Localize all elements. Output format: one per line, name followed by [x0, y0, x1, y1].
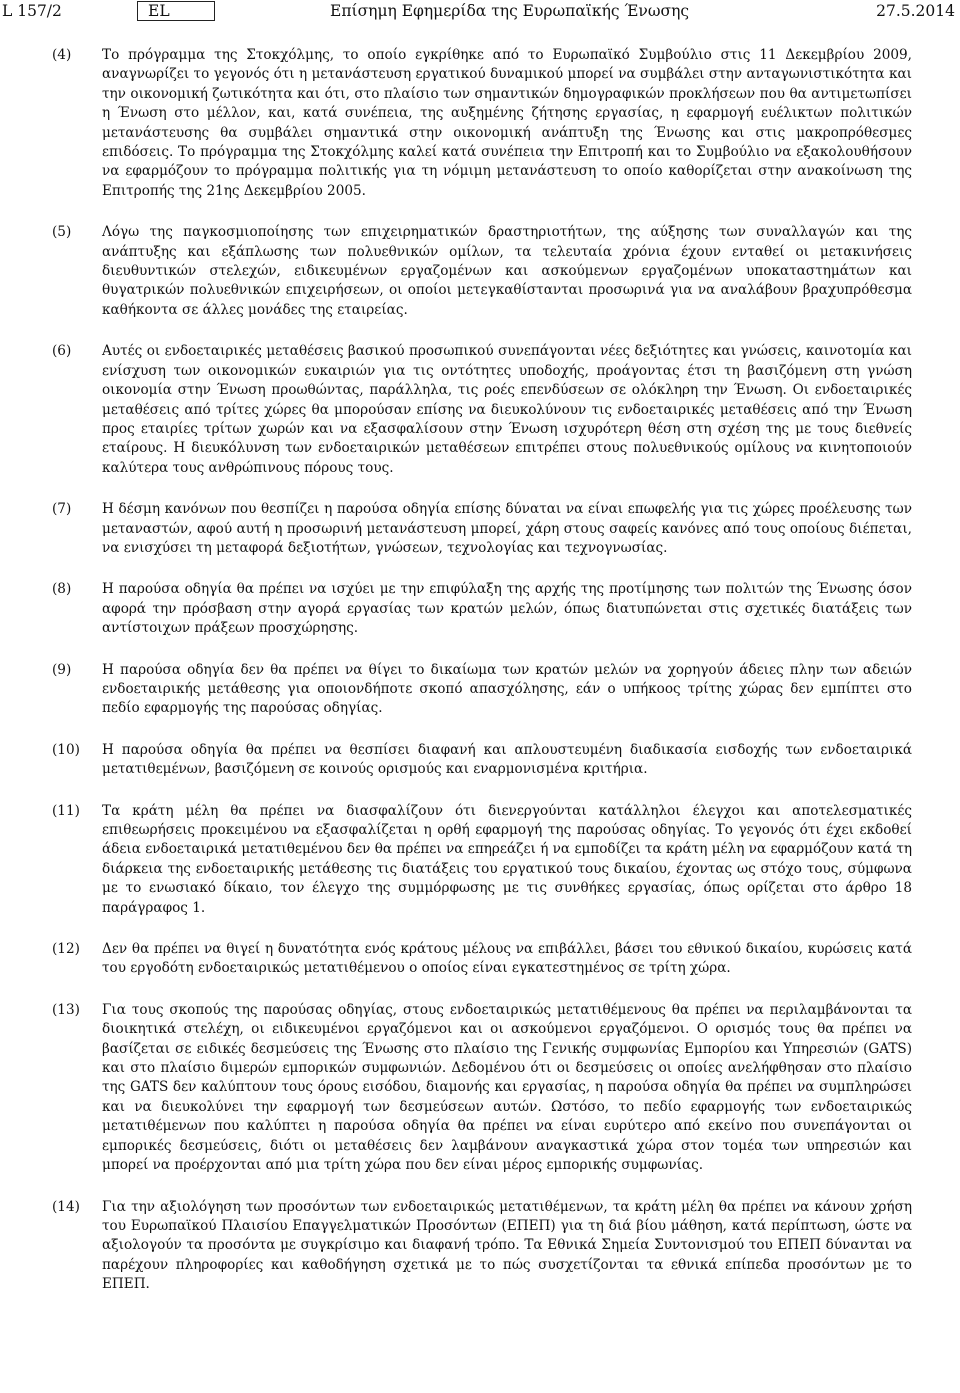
recital-4: [0, 46, 960, 201]
recital-11: [0, 802, 960, 918]
recital-7: [0, 500, 960, 558]
recital-text: Η παρούσα οδηγία δεν θα πρέπει να θίγει το δικαίωμα των κρατών μελών να χορηγούν άδειες πλην των αδειών ενδοεταιρικής μετάθεσης για οποιονδήποτε σκοπό απασχόλησης, εάν ο υπήκοος τρίτης χώρας δεν εμπίπτει στο πεδίο εφαρμογής της παρούσας οδηγίας.: [102, 661, 912, 717]
recital-10: [0, 741, 960, 780]
recital-text: Το πρόγραμμα της Στοκχόλμης, το οποίο εγκρίθηκε από το Ευρωπαϊκό Συμβούλιο στις 11 Δεκεμβρίου 2009, αναγνωρίζει το γεγονός ότι η μετανάστευση εργατικού δυναμικού μπορεί να συμβάλει στην ανταγωνιστικότητα και την οικονομική ζωτικότητα και ότι, στο πλαίσιο των σημαντικών δημογραφικών προκλήσεων που θα αντιμετωπίσει η Ένωση στο μέλλον, και, κατά συνέπεια, της αυξημένης ζήτησης εργασίας, η εφαρμογή ευέλικτων πολιτικών μετανάστευσης θα συμβάλει σημαντικά στην οικονομική ανάπτυξη της Ένωσης και στις μακροπρόθεσμες επιδόσεις. Το πρόγραμμα της Στοκχόλμης καλεί κατά συνέπεια την Επιτροπή και το Συμβούλιο να εξακολουθήσουν να εφαρμόζουν το πρόγραμμα πολιτικής για τη νόμιμη μετανάστευση το οποίο καθορίζεται στην ανακοίνωση της Επιτροπής της 21ης Δεκεμβρίου 2005.: [102, 47, 912, 199]
page-header: [0, 0, 960, 24]
recital-6: [0, 342, 960, 478]
journal-title: Επίσημη Εφημερίδα της Ευρωπαϊκής Ένωσης: [330, 2, 690, 20]
recital-5: [0, 223, 960, 320]
recital-14: [0, 1198, 960, 1295]
recital-text: Η παρούσα οδηγία θα πρέπει να θεσπίσει διαφανή και απλουστευμένη διαδικασία εισδοχής των ενδοεταιρικά μετατιθεμένων, βασιζόμενη σε κοινούς ορισμούς και εναρμονισμένα κριτήρια.: [102, 741, 912, 778]
recital-13: [0, 1001, 960, 1176]
recital-number: (12): [52, 941, 80, 958]
page-reference: L 157/2: [2, 2, 62, 20]
publication-date: 27.5.2014: [876, 2, 955, 20]
language-badge: EL: [137, 1, 215, 21]
recital-text: Αυτές οι ενδοεταιρικές μεταθέσεις βασικού προσωπικού συνεπάγονται νέες δεξιότητες και γνώσεις, καινοτομία και ενίσχυση των οικονομικών ευκαιριών για τις οντότητες υποδοχής, προάγοντας έτσι τη βασιζόμενη στη γνώση οικονομία στην Ένωση προωθώντας, παράλληλα, τις ροές επενδύσεων σε ολόκληρη την Ένωση. Οι ενδοεταιρικές μεταθέσεις από τρίτες χώρες θα μπορούσαν επίσης να διευκολύνουν τις ενδοεταιρικές μεταθέσεις από την Ένωση προς εταιρίες τρίτων χωρών και να εξασφαλίσουν στην Ένωση ισχυρότερη θέση στη σχέση της με τους διεθνείς εταίρους. Η διευκόλυνση των ενδοεταιρικών μεταθέσεων επιτρέπει στους πολυεθνικούς ομίλους να κινητοποιούν καλύτερα τους ανθρώπινους πόρους τους.: [102, 343, 912, 476]
recital-text: Λόγω της παγκοσμιοποίησης των επιχειρηματικών δραστηριοτήτων, της αύξησης των συναλλαγών και της ανάπτυξης και εξάπλωσης των πολυεθνικών ομίλων, τα τελευταία χρόνια έχουν ενταθεί οι μετακινήσεις διευθυντικών στελεχών, ειδικευμένων εργαζομένων και ασκούμενων εργαζομένων υποκαταστημάτων και θυγατρικών πολυεθνικών επιχειρήσεων, οι οποίοι μετεγκαθίστανται προσωρινά για να αναλάβουν βραχυπρόθεσμα καθήκοντα σε άλλες μονάδες της εταιρείας.: [102, 224, 912, 318]
recital-text: Τα κράτη μέλη θα πρέπει να διασφαλίζουν ότι διενεργούνται κατάλληλοι έλεγχοι και αποτελεσματικές επιθεωρήσεις προκειμένου να εξασφαλίζεται η ορθή εφαρμογή της παρούσας οδηγίας. Το γεγονός ότι έχει εκδοθεί άδεια ενδοεταιρικά μετατιθεμένου δεν θα πρέπει να επηρεάζει ή να εμποδίζει τα κράτη μέλη να εφαρμόζουν κατά τη διάρκεια της ενδοεταιρικής μετάθεσης τις διατάξεις του εργατικού τους δικαίου, έχοντας ως στόχο τους, σύμφωνα με το ενωσιακό δίκαιο, τον έλεγχο της συμμόρφωσης με τις συνθήκες εργασίας, όπως ορίζεται στο άρθρο 18 παράγραφος 1.: [102, 802, 912, 916]
recital-text: Για την αξιολόγηση των προσόντων των ενδοεταιρικώς μετατιθέμενων, τα κράτη μέλη θα πρέπει να κάνουν χρήση του Ευρωπαϊκού Πλαισίου Επαγγελματικών Προσόντων (ΕΠΕΠ) για τη διά βίου μάθηση, κατά περίπτωση, ώστε να αξιολογούν τα προσόντα με συγκρίσιμο και διαφανή τρόπο. Τα Εθνικά Σημεία Συντονισμού του ΕΠΕΠ δύνανται να παρέχουν πληροφορίες και καθοδήγηση σχετικά με το πώς συσχετίζονται τα εθνικά επίπεδα προσόντων με το ΕΠΕΠ.: [102, 1198, 912, 1293]
recital-number: (13): [52, 1001, 80, 1018]
recital-number: (14): [52, 1198, 80, 1215]
recital-text: Η παρούσα οδηγία θα πρέπει να ισχύει με την επιφύλαξη της αρχής της προτίμησης των πολιτών της Ένωσης όσον αφορά την πρόσβαση στην αγορά εργασίας των κρατών μελών, όπως διατυπώνεται στις σχετικές διατάξεις των αντίστοιχων πράξεων προσχώρησης.: [102, 581, 912, 637]
recital-number: (11): [52, 802, 80, 819]
recital-number: (5): [52, 224, 72, 241]
recital-9: [0, 661, 960, 719]
recital-number: (8): [52, 581, 72, 598]
recital-number: (10): [52, 741, 80, 758]
recital-12: [0, 940, 960, 979]
recital-number: (9): [52, 661, 72, 678]
recital-text: Δεν θα πρέπει να θιγεί η δυνατότητα ενός κράτους μέλους να επιβάλλει, βάσει του εθνικού δικαίου, κυρώσεις κατά του εργοδότη ενδοεταιρικώς μετατιθέμενου ο οποίος είναι εγκατεστημένος σε τρίτη χώρα.: [102, 941, 912, 977]
recital-number: (4): [52, 47, 72, 63]
recital-number: (6): [52, 343, 72, 360]
recital-text: Για τους σκοπούς της παρούσας οδηγίας, στους ενδοεταιρικώς μετατιθέμενους θα πρέπει να περιλαμβάνονται τα διοικητικά στελέχη, οι ειδικευμένοι εργαζόμενοι και οι ασκούμενοι εργαζόμενοι. Ο ορισμός τους θα πρέπει να βασίζεται σε ειδικές δεσμεύσεις της Ένωσης στο πλαίσιο της Γενικής συμφωνίας Εμπορίου και Υπηρεσιών (GATS) και στο πλαίσιο διμερών εμπορικών συμφωνιών. Δεδομένου ότι οι δεσμεύσεις οι οποίες ανελήφθησαν στο πλαίσιο της GATS δεν καλύπτουν τους όρους εισόδου, διαμονής και εργασίας, η παρούσα οδηγία θα πρέπει να συμπληρώσει και να διευκολύνει την εφαρμογή των δεσμεύσεων αυτών. Ωστόσο, το πεδίο εφαρμογής των ενδοεταιρικώς μετατιθέμενων που καλύπτει η παρούσα οδηγία θα πρέπει να είναι ευρύτερο από εκείνο που συνεπάγονται οι εμπορικές δεσμεύσεις, διότι οι μεταθέσεις δεν λαμβάνουν αναγκαστικά χώρα στον τομέα των υπηρεσιών και μπορεί να προέρχονται από μια τρίτη χώρα που δεν είναι μέρος εμπορικής συμφωνίας.: [102, 1001, 912, 1174]
recital-number: (7): [52, 501, 72, 518]
recitals-list: [0, 46, 960, 1317]
recital-text: Η δέσμη κανόνων που θεσπίζει η παρούσα οδηγία επίσης δύναται να είναι επωφελής για τις χώρες προέλευσης των μεταναστών, αφού αυτή η προσωρινή μετανάστευση μπορεί, χάρη στους σαφείς κανόνες από τους οποίους διέπεται, να ενισχύσει τη μεταφορά δεξιοτήτων, γνώσεων, τεχνολογίας και τεχνογνωσίας.: [102, 501, 912, 556]
recital-8: [0, 580, 960, 638]
